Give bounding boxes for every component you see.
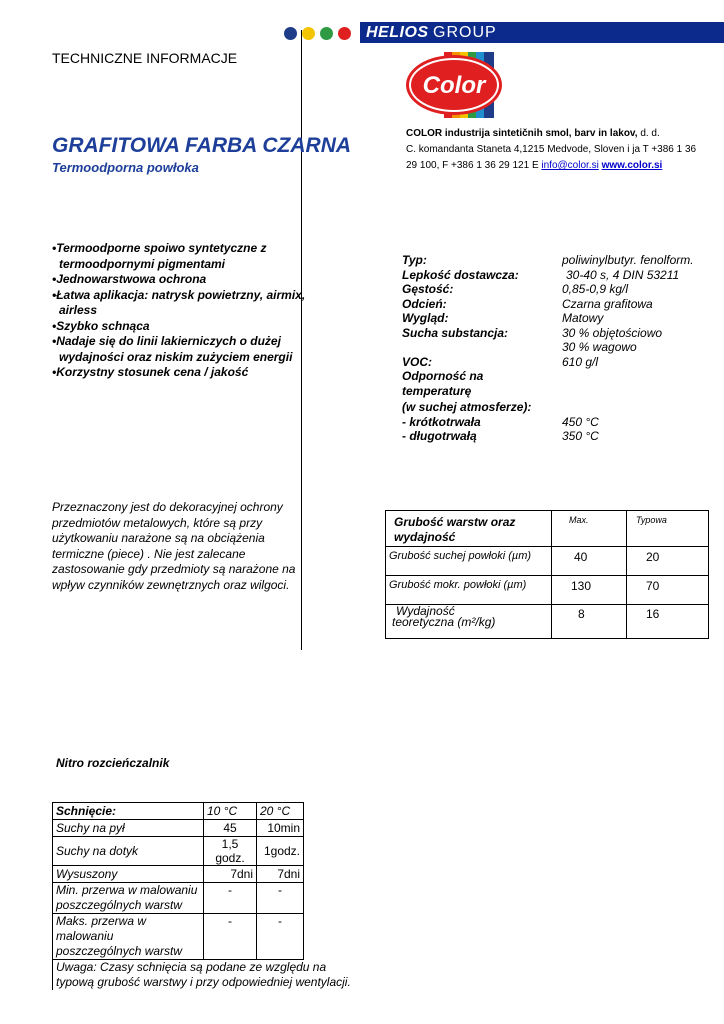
coverage-row-label: Grubość mokr. powłoki (µm): [389, 579, 527, 591]
properties-list: [402, 253, 722, 444]
feature-item: •Termoodporne spoiwo syntetyczne z termoodpornymi pigmentami: [52, 241, 267, 271]
property-label: Sucha substancja:: [402, 325, 509, 340]
property-value: 450 °C: [562, 414, 599, 429]
drying-cell: -: [257, 914, 304, 960]
feature-item: •Szybko schnąca: [52, 318, 150, 333]
property-label: temperaturę: [402, 383, 472, 398]
drying-cell: 7dni: [204, 866, 257, 883]
property-value: Matowy: [562, 311, 604, 325]
color-logo-icon: [404, 52, 510, 118]
property-row: [402, 297, 722, 312]
property-label: VOC:: [402, 354, 432, 369]
property-label: Lepkość dostawcza:: [402, 267, 519, 282]
drying-header-cell: Schnięcie:: [53, 803, 204, 820]
feature-item: •Nadaje się do linii lakierniczych o dużej wydajności oraz niskim zużyciem energii: [52, 334, 293, 364]
drying-cell: 7dni: [257, 866, 304, 883]
thinner-label: Nitro rozcieńczalnik: [56, 756, 170, 770]
feature-item: •Łatwa aplikacja: natrysk powietrzny, airmix, airless: [52, 287, 306, 317]
table-row: [53, 837, 304, 866]
property-label: - długotrwałą: [402, 429, 477, 443]
drying-note: Uwaga: Czasy schnięcia są podane ze względu na typową grubość warstwy i przy odpowiedniej wentylacji.: [52, 960, 356, 990]
property-row: [402, 253, 722, 268]
company-info: [406, 126, 706, 174]
company-email-link[interactable]: info@color.si: [541, 160, 599, 171]
property-label: [402, 340, 562, 355]
property-value: [562, 384, 722, 399]
dot-blue-icon: [284, 27, 297, 40]
coverage-row-typ: 20: [646, 550, 660, 564]
coverage-row-max: 130: [571, 579, 592, 593]
table-row: [53, 883, 304, 914]
property-row: [402, 429, 722, 444]
coverage-col-typ: Typowa: [636, 515, 667, 525]
feature-list: [52, 241, 317, 381]
property-value: 350 °C: [562, 429, 599, 443]
property-label: Odcień:: [402, 296, 447, 311]
property-label: Wygląd:: [402, 311, 449, 325]
brand-bold: HELIOS: [366, 24, 429, 41]
brand-dots: [284, 27, 351, 40]
property-row: [402, 400, 722, 415]
property-value: 30-40 s, 4 DIN 53211: [566, 267, 680, 282]
color-logo: [404, 52, 510, 118]
coverage-row-label: teoretyczna (m²/kg): [392, 615, 496, 629]
table-row: [53, 914, 304, 960]
property-value: [562, 369, 722, 384]
coverage-col-max: Max.: [569, 515, 589, 525]
drying-cell: 1godz.: [257, 837, 304, 866]
helios-group-banner: [360, 22, 724, 43]
coverage-row-max: 40: [574, 550, 588, 564]
dot-green-icon: [320, 27, 333, 40]
drying-header-cell: 10 °C: [204, 803, 257, 820]
property-row: [402, 384, 722, 399]
property-row: [402, 355, 722, 370]
doc-label: TECHNICZNE INFORMACJE: [52, 50, 238, 66]
usage-description: Przeznaczony jest do dekoracyjnej ochrony przedmiotów metalowych, które są przy użytkowaniu narażone są na obciążenia termiczne (piece) . Nie jest zalecane zastosowanie gdy przedmioty są narażone na wpływ czynników zewnętrznych oraz wilgoci.: [52, 500, 296, 592]
dot-red-icon: [338, 27, 351, 40]
property-value: 30 % objętościowo: [562, 325, 663, 340]
coverage-row-typ: 16: [646, 607, 660, 621]
product-subtitle: Termoodporna powłoka: [52, 160, 199, 175]
table-row: [53, 803, 304, 820]
property-row: [402, 340, 722, 355]
coverage-table: [385, 510, 709, 639]
table-row: [53, 820, 304, 837]
property-label: (w suchej atmosferze):: [402, 400, 532, 414]
property-row: [402, 369, 722, 384]
drying-cell: Suchy na dotyk: [53, 837, 204, 866]
drying-cell: 1,5 godz.: [204, 837, 257, 866]
company-name: COLOR industrija sintetičnih smol, barv in lakov,: [406, 128, 638, 139]
drying-cell: Maks. przerwa w malowaniu poszczególnych warstw: [53, 914, 204, 960]
property-value: poliwinylbutyr. fenolform.: [562, 253, 694, 267]
drying-cell: -: [204, 914, 257, 960]
property-label: - krótkotrwała: [402, 414, 481, 429]
company-web-link[interactable]: www.color.si: [601, 160, 663, 171]
table-row: [53, 866, 304, 883]
coverage-row-max: 8: [578, 607, 585, 621]
property-row: [402, 282, 722, 297]
logo-text: Color: [422, 72, 486, 99]
drying-cell: -: [257, 883, 304, 914]
property-value: [602, 400, 722, 415]
property-row: [402, 268, 722, 283]
drying-cell: 10min: [257, 820, 304, 837]
property-value: Czarna grafitowa: [562, 296, 653, 311]
coverage-row-label: Wydajność: [396, 604, 455, 618]
feature-item: •Jednowarstwowa ochrona: [52, 272, 207, 286]
drying-cell: 45: [204, 820, 257, 837]
drying-header-cell: 20 °C: [257, 803, 304, 820]
drying-cell: Wysuszony: [53, 866, 204, 883]
drying-cell: -: [204, 883, 257, 914]
drying-cell: Suchy na pył: [53, 820, 204, 837]
property-row: [402, 415, 722, 430]
dot-yellow-icon: [302, 27, 315, 40]
property-value: 0,85-0,9 kg/l: [562, 282, 629, 296]
property-value: 30 % wagowo: [562, 340, 637, 354]
property-value: 610 g/l: [562, 354, 599, 369]
coverage-header: Grubość warstw oraz wydajność: [394, 515, 516, 544]
coverage-row-label: Grubość suchej powłoki (µm): [389, 550, 532, 562]
product-title: GRAFITOWA FARBA CZARNA: [52, 134, 352, 157]
property-row: [402, 326, 722, 341]
property-label: Odporność na: [402, 369, 484, 383]
feature-item: •Korzystny stosunek cena / jakość: [52, 365, 249, 379]
property-label: Typ:: [402, 253, 427, 267]
drying-cell: Min. przerwa w malowaniu poszczególnych warstw: [53, 883, 204, 914]
drying-table: [52, 802, 358, 990]
brand-rest: GROUP: [433, 24, 497, 41]
company-legal: d. d.: [640, 128, 660, 139]
coverage-row-typ: 70: [646, 579, 660, 593]
property-row: [402, 311, 722, 326]
property-label: Gęstość:: [402, 282, 454, 296]
company-address: C. komandanta Staneta 4,1215 Medvode, Sloven i ja T +386 1 36 29 100, F +386 1 36 29 121 E: [406, 144, 697, 171]
